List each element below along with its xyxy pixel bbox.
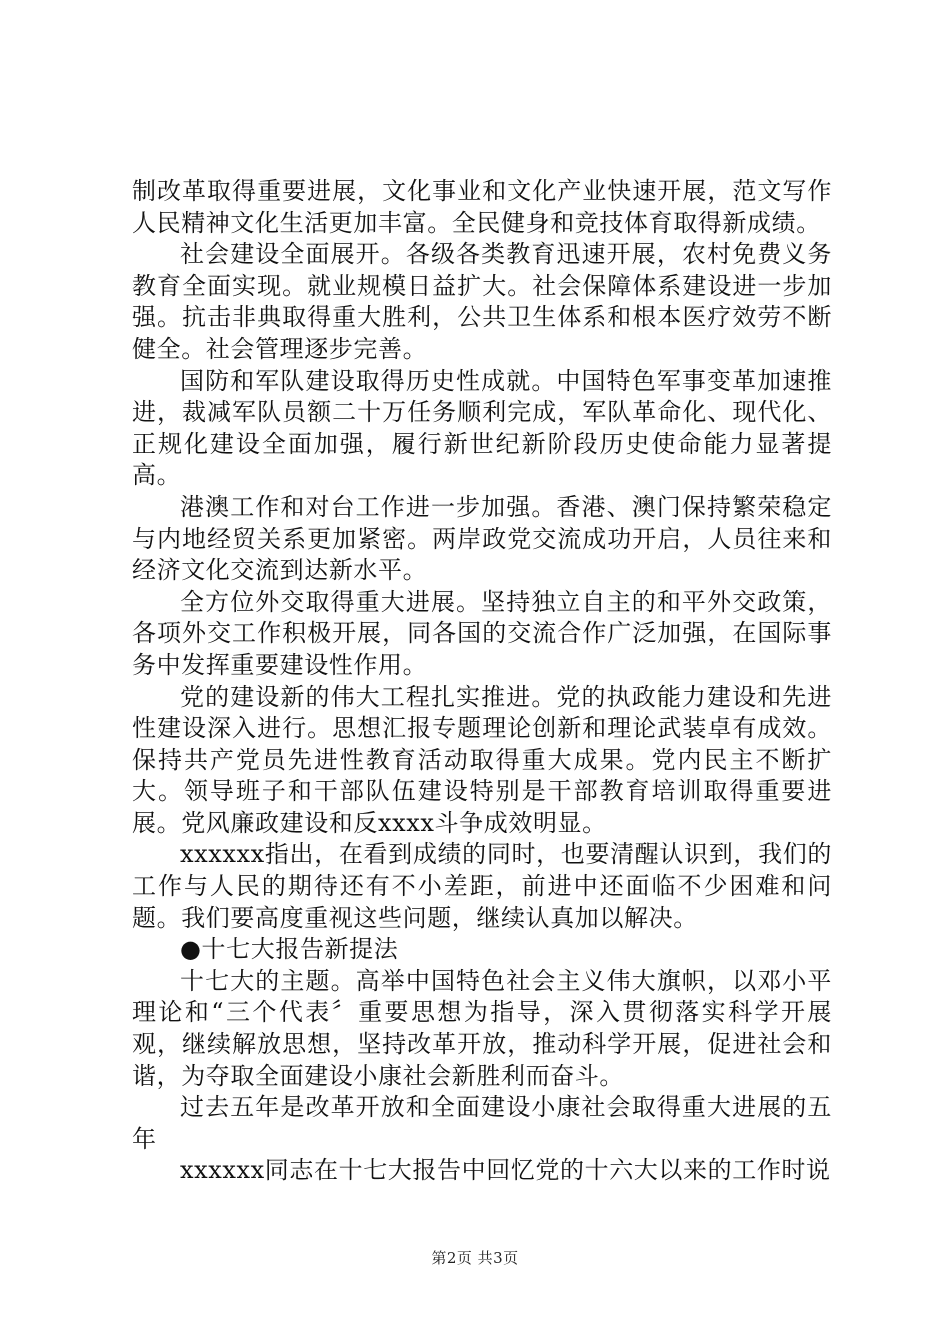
paragraph-recollection: xxxxxx同志在十七大报告中回忆党的十六大以来的工作时说 (180, 1156, 831, 1185)
paragraph-party-building: 党的建设新的伟大工程扎实推进。党的执政能力建设和先进性建设深入进行。思想汇报专题理论创新和理论武装卓有成效。保持共产党员先进性教育活动取得重大成果。党内民主不断扩大。领导班子和干部队伍建设特别是干部教育培训取得重要进展。党风廉政建设和反xxxx斗争成效明显。 (132, 682, 832, 837)
section-heading: ●十七大报告新提法 (180, 935, 399, 964)
paragraph-past-five-years: 过去五年是改革开放和全面建设小康社会取得重大进展的五年 (132, 1093, 832, 1153)
paragraph-theme: 十七大的主题。高举中国特色社会主义伟大旗帜，以邓小平理论和“三个代表〞重要思想为指导，深入贯彻落实科学开展观，继续解放思想，坚持改革开放，推动科学开展，促进社会和谐，为夺取全面建设小康社会新胜利而奋斗。 (132, 966, 832, 1090)
paragraph-national-defense: 国防和军队建设取得历史性成就。中国特色军事变革加速推进，裁减军队员额二十万任务顺利完成，军队革命化、现代化、正规化建设全面加强，履行新世纪新阶段历史使命能力显著提高。 (132, 366, 832, 490)
page-footer: 第2页 共3页 (431, 1249, 519, 1267)
paragraph-social-construction: 社会建设全面展开。各级各类教育迅速开展，农村免费义务教育全面实现。就业规模日益扩大。社会保障体系建设进一步加强。抗击非典取得重大胜利，公共卫生体系和根本医疗效劳不断健全。社会管理逐步完善。 (132, 240, 832, 363)
paragraph-culture: 制改革取得重要进展，文化事业和文化产业快速开展，范文写作人民精神文化生活更加丰富。全民健身和竞技体育取得新成绩。 (132, 177, 832, 237)
document-body (132, 176, 832, 1187)
paragraph-shortcomings: xxxxxx指出，在看到成绩的同时，也要清醒认识到，我们的工作与人民的期待还有不小差距，前进中还面临不少困难和问题。我们要高度重视这些问题，继续认真加以解决。 (132, 840, 832, 932)
paragraph-hongkong-macau-taiwan: 港澳工作和对台工作进一步加强。香港、澳门保持繁荣稳定与内地经贸关系更加紧密。两岸政党交流成功开启，人员往来和经济文化交流到达新水平。 (132, 492, 832, 585)
paragraph-diplomacy: 全方位外交取得重大进展。坚持独立自主的和平外交政策，各项外交工作积极开展，同各国的交流合作广泛加强，在国际事务中发挥重要建设性作用。 (132, 587, 832, 679)
